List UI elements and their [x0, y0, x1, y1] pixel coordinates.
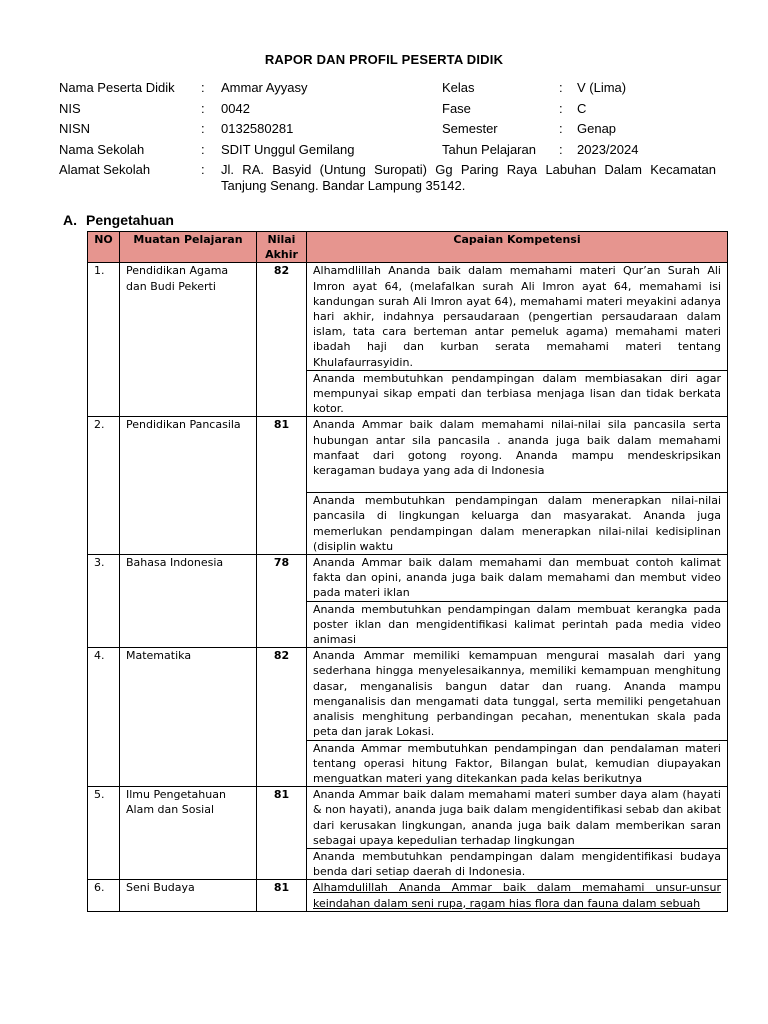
row-subject: Matematika [120, 648, 257, 787]
tahun-value: 2023/2024 [577, 141, 639, 157]
section-title: Pengetahuan [86, 212, 174, 228]
kelas-value: V (Lima) [577, 80, 627, 95]
section-letter: A. [63, 212, 77, 228]
header-capaian: Capaian Kompetensi [307, 232, 728, 263]
separator: : [201, 141, 205, 157]
info-row-2 [59, 101, 729, 122]
nama-label: Nama Peserta Didik [59, 80, 175, 95]
fase-label: Fase [442, 100, 471, 116]
row-description: Alhamdlillah Ananda baik dalam memahami materi Qur’an Surah Ali Imron ayat 64, (melafalkan surah Ali Imron ayat 64, memahami isi kandungan surah Ali Imron ayat 64), memahami materi meyakini adanya hari akhir, indahnya persaudaraan (pengertian persaudaraan dalam islam, tata cara berteman antar pemeluk agama) memahami materi ibadah haji dan kurban serata memahami materi tentang Khulafaurrasyidin. [307, 263, 728, 370]
separator: : [201, 121, 205, 136]
row-no: 1. [88, 263, 120, 417]
separator: : [559, 141, 563, 157]
nis-label: NIS [59, 100, 81, 116]
row-no: 2. [88, 417, 120, 555]
table-row [88, 787, 728, 849]
row-improvement: Ananda Ammar membutuhkan pendampingan dan pendalaman materi tentang operasi hitung Faktor, Bilangan bulat, kemudian diupayakan menguatkan materi yang ditekankan pada kelas berikutnya [307, 740, 728, 787]
separator: : [201, 80, 205, 95]
table-row [88, 648, 728, 740]
nisn-label: NISN [59, 121, 91, 136]
row-no: 5. [88, 787, 120, 880]
kelas-label: Kelas [442, 80, 475, 95]
row-improvement: Ananda membutuhkan pendampingan dalam membiasakan diri agar mempunyai sikap empati dan terbiasa menjaga lisan dan tidak berkata kotor. [307, 370, 728, 417]
section-heading [63, 212, 174, 228]
student-info [59, 80, 729, 194]
table-row [88, 263, 728, 370]
row-subject: Bahasa Indonesia [120, 555, 257, 648]
row-subject: Pendidikan Agama dan Budi Pekerti [120, 263, 257, 417]
row-score: 78 [257, 555, 307, 648]
header-no: NO [88, 232, 120, 263]
row-description: Ananda Ammar baik dalam memahami nilai-nilai sila pancasila serta hubungan antar sila pancasila . ananda juga baik dalam memahami manfaat dari gotong royong. Ananda mampu mendeskripsikan keragaman budaya yang ada di Indonesia [307, 417, 728, 493]
row-improvement: Ananda membutuhkan pendampingan dalam menerapkan nilai-nilai pancasila di lingkungan keluarga dan masyarakat. Ananda juga memerlukan pendampingan dalam menerapkan nilai-nilai kedisiplinan (disiplin waktu [307, 493, 728, 555]
tahun-label: Tahun Pelajaran [442, 141, 536, 157]
nis-value: 0042 [221, 100, 250, 116]
row-score: 81 [257, 417, 307, 555]
separator: : [559, 121, 563, 136]
separator: : [559, 100, 563, 116]
row-no: 4. [88, 648, 120, 787]
row-score: 81 [257, 787, 307, 880]
info-row-4 [59, 142, 729, 163]
table-row [88, 880, 728, 911]
row-description: Alhamdulillah Ananda Ammar baik dalam memahami unsur-unsur keindahan dalam seni rupa, ragam hias flora dan fauna dalam sebuah [307, 880, 728, 911]
sekolah-label: Nama Sekolah [59, 141, 145, 157]
row-improvement: Ananda membutuhkan pendampingan dalam mengidentifikasi budaya benda dari setiap daerah di Indonesia. [307, 848, 728, 879]
info-row-3 [59, 121, 729, 142]
sekolah-value: SDIT Unggul Gemilang [221, 141, 355, 157]
alamat-value: Jl. RA. Basyid (Untung Suropati) Gg Paring Raya Labuhan Dalam Kecamatan Tanjung Senang. Bandar Lampung 35142. [221, 162, 716, 193]
alamat-label: Alamat Sekolah [59, 162, 151, 177]
row-subject: Pendidikan Pancasila [120, 417, 257, 555]
semester-value: Genap [577, 121, 617, 136]
table-row [88, 417, 728, 493]
separator: : [201, 162, 205, 177]
table-row [88, 555, 728, 602]
semester-label: Semester [442, 121, 498, 136]
row-subject: Ilmu Pengetahuan Alam dan Sosial [120, 787, 257, 880]
info-row-1 [59, 80, 729, 101]
nama-value: Ammar Ayyasy [221, 80, 308, 95]
row-improvement: Ananda membutuhkan pendampingan dalam membuat kerangka pada poster iklan dan mengidentifikasi kalimat perintah pada media video animasi [307, 601, 728, 648]
info-row-address [59, 162, 729, 194]
row-description: Ananda Ammar baik dalam memahami dan membuat contoh kalimat fakta dan opini, ananda juga baik dalam memahami dan membut video pada materi iklan [307, 555, 728, 602]
header-nilai: Nilai Akhir [257, 232, 307, 263]
row-score: 82 [257, 648, 307, 787]
nisn-value: 0132580281 [221, 121, 294, 136]
row-description: Ananda Ammar memiliki kemampuan mengurai masalah dari yang sederhana hingga menyelesaikannya, memiliki kemampuan menghitung dasar, menganalisis bangun datar dan ruang. Ananda mampu menganalisis dan mengamati data tunggal, serta memiliki pengetahuan analisis menghitung perbandingan pecahan, menentukan skala pada peta dan jarak Lokasi. [307, 648, 728, 740]
separator: : [201, 100, 205, 116]
page-title: RAPOR DAN PROFIL PESERTA DIDIK [264, 52, 504, 67]
header-muatan: Muatan Pelajaran [120, 232, 257, 263]
row-subject: Seni Budaya [120, 880, 257, 911]
row-score: 81 [257, 880, 307, 911]
row-description: Ananda Ammar baik dalam memahami materi sumber daya alam (hayati & non hayati), ananda juga baik dalam mengidentifikasi sebab dan akibat dari kerusakan lingkungan, ananda juga baik dalam memberikan saran sebagai upaya kepedulian terhadap lingkungan [307, 787, 728, 849]
fase-value: C [577, 100, 587, 116]
grades-table [87, 231, 728, 912]
row-score: 82 [257, 263, 307, 417]
row-no: 3. [88, 555, 120, 648]
separator: : [559, 80, 563, 95]
row-no: 6. [88, 880, 120, 911]
table-header-row [88, 232, 728, 263]
